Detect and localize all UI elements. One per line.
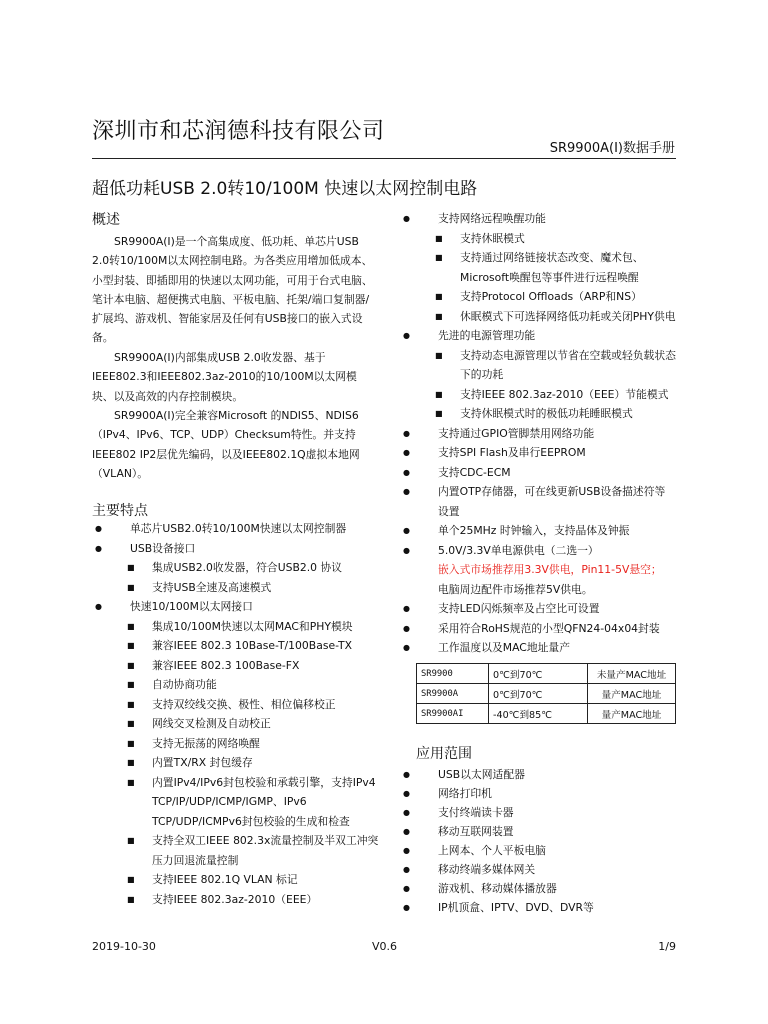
datasheet-label: SR9900A(I)数据手册 (549, 141, 675, 156)
overview-paragraph-2: SR9900A(I)内部集成USB 2.0收发器、基于IEEE802.3和IEEE802.3az-2010的10/100M以太网模块、以及高效的内存控制模块。 (92, 351, 357, 403)
feature-text: 内置TX/RX 封包缓存 (152, 756, 253, 769)
document-title: 超低功耗USB 2.0转10/100M 快速以太网控制电路 (92, 179, 478, 199)
application-item: ● 移动终端多媒体网关 (400, 860, 676, 879)
application-item: ● 支付终端读卡器 (400, 803, 676, 822)
table-row (417, 664, 676, 684)
application-item: ● 游戏机、移动媒体播放器 (400, 879, 676, 898)
feature-item (92, 714, 382, 734)
feature-item (400, 248, 676, 287)
header-divider (92, 158, 676, 159)
feature-item (92, 695, 382, 715)
feature-item (92, 636, 382, 656)
feature-item (92, 617, 382, 637)
table-cell: SR9900 (417, 664, 489, 684)
table-cell: 量产MAC地址 (588, 704, 676, 724)
feature-item (92, 656, 382, 676)
feature-text: 支持全双工IEEE 802.3x流量控制及半双工冲突压力回退流量控制 (152, 834, 379, 867)
feature-item (92, 870, 382, 890)
temperature-table (416, 663, 676, 724)
feature-text: 支持通过GPIO管脚禁用网络功能 (438, 426, 595, 440)
company-name: 深圳市和芯润德科技有限公司 (92, 119, 385, 144)
feature-item (400, 385, 676, 405)
feature-text: 网线交叉检测及自动校正 (152, 717, 271, 730)
feature-text: 支持IEEE 802.3az-2010（EEE）节能模式 (460, 387, 669, 401)
application-item: ● USB以太网适配器 (400, 765, 676, 784)
feature-text: 支持IEEE 802.3az-2010（EEE） (152, 892, 318, 906)
table-cell: SR9900A (417, 684, 489, 704)
feature-text: 支持IEEE 802.1Q VLAN 标记 (152, 873, 298, 886)
feature-text: 支持SPI Flash及串行EEPROM (438, 446, 586, 459)
overview-paragraph-1: SR9900A(I)是一个高集成度、低功耗、单芯片USB 2.0转10/100M以太网控制电路。为各类应用增加低成本、小型封装、即插即用的快速以太网功能，可用于台式电脑、笔计本电脑、超便携式电脑、平板电脑、托架/端口复制器/扩展坞、游戏机、智能家居及任何有USB接口的嵌入式设备。 (92, 235, 373, 345)
feature-text: 集成USB2.0收发器，符合USB2.0 协议 (152, 561, 343, 574)
feature-text: 支持LED闪烁频率及占空比可设置 (438, 602, 600, 615)
power-note: 电脑周边配件市场推荐5V供电。 (438, 582, 593, 596)
feature-text: 单芯片USB2.0转10/100M快速以太网控制器 (130, 522, 347, 535)
feature-item (92, 773, 382, 832)
overview-heading: 概述 (92, 212, 120, 228)
feature-text: 支持休眠模式时的极低功耗睡眠模式 (460, 407, 633, 420)
table-cell: 0℃到70℃ (489, 684, 588, 704)
feature-item (400, 346, 676, 385)
feature-item (400, 463, 676, 483)
feature-item (400, 638, 676, 658)
application-item: ● 移动互联网装置 (400, 822, 676, 841)
feature-text: 采用符合RoHS规范的小型QFN24-04x04封装 (438, 621, 660, 635)
application-item: ● IP机顶盒、IPTV、DVD、DVR等 (400, 898, 676, 917)
overview-paragraph-3: SR9900A(I)完全兼容Microsoft 的NDIS5、NDIS6（IPv4、IPv6、TCP、UDP）Checksum特性。并支持IEEE802 IP2层优先编码，以及IEEE802.1Q虚拟本地网（VLAN）。 (92, 409, 360, 480)
feature-item (92, 734, 382, 754)
application-item: ● 上网本、个人平板电脑 (400, 841, 676, 860)
application-item: ● 网络打印机 (400, 784, 676, 803)
feature-item (400, 541, 676, 600)
table-cell: -40℃到85℃ (489, 704, 588, 724)
feature-item (92, 831, 382, 870)
feature-item (92, 675, 382, 695)
feature-text: 内置OTP存储器，可在线更新USB设备描述符等设置 (438, 485, 666, 518)
feature-item (92, 519, 382, 539)
feature-item (400, 209, 676, 229)
feature-text: 支持网络远程唤醒功能 (438, 212, 546, 225)
feature-item (400, 287, 676, 307)
applications-list (400, 765, 676, 917)
feature-item (400, 307, 676, 327)
feature-item (400, 443, 676, 463)
feature-item (92, 539, 382, 559)
feature-text: 支持Protocol Offloads（ARP和NS） (460, 290, 642, 303)
footer-date: 2019-10-30 (92, 940, 156, 953)
feature-text: 兼容IEEE 802.3 100Base-FX (152, 658, 300, 672)
feature-text: 支持动态电源管理以节省在空载或轻负载状态下的功耗 (460, 348, 676, 381)
table-row (417, 704, 676, 724)
features-list-right (400, 209, 676, 658)
feature-item (400, 326, 676, 346)
feature-text: 内置IPv4/IPv6封包校验和承载引擎，支持IPv4 TCP/IP/UDP/ICMP/IGMP、IPv6 TCP/UDP/ICMPv6封包校验的生成和检查 (152, 775, 376, 828)
feature-item (400, 599, 676, 619)
feature-item (92, 578, 382, 598)
table-cell: SR9900AI (417, 704, 489, 724)
feature-item (92, 890, 382, 910)
table-row (417, 684, 676, 704)
features-heading: 主要特点 (92, 503, 148, 519)
feature-text: 5.0V/3.3V单电源供电（二选一） (438, 543, 599, 557)
feature-text: 支持休眠模式 (460, 231, 525, 245)
feature-item (400, 404, 676, 424)
feature-text: 自动协商功能 (152, 678, 217, 691)
feature-item (400, 229, 676, 249)
feature-item (400, 424, 676, 444)
feature-text: 支持无振荡的网络唤醒 (152, 736, 260, 750)
footer-page: 1/9 (658, 940, 676, 953)
table-cell: 0℃到70℃ (489, 664, 588, 684)
table-cell: 量产MAC地址 (588, 684, 676, 704)
feature-text: 支持USB全速及高速模式 (152, 580, 272, 594)
feature-item (400, 482, 676, 521)
feature-item (400, 521, 676, 541)
feature-text: 休眠模式下可选择网络低功耗或关闭PHY供电 (460, 309, 676, 323)
feature-item (92, 558, 382, 578)
feature-text: 支持通过网络链接状态改变、魔术包、Microsoft唤醒包等事件进行远程唤醒 (460, 251, 644, 284)
feature-text: 支持CDC-ECM (438, 465, 511, 479)
feature-item (92, 597, 382, 617)
feature-item (92, 753, 382, 773)
table-cell: 未量产MAC地址 (588, 664, 676, 684)
applications-heading: 应用范围 (416, 746, 472, 762)
feature-text: 兼容IEEE 802.3 10Base-T/100Base-TX (152, 639, 352, 652)
power-note-red: 嵌入式市场推荐用3.3V供电，Pin11-5V悬空； (438, 563, 662, 576)
feature-text: USB设备接口 (130, 541, 196, 555)
feature-text: 工作温度以及MAC地址量产 (438, 641, 571, 654)
footer-version: V0.6 (372, 940, 398, 953)
features-list-left (92, 519, 382, 909)
feature-text: 支持双绞线交换、极性、相位偏移校正 (152, 697, 336, 711)
feature-text: 快速10/100M以太网接口 (130, 600, 253, 613)
feature-text: 先进的电源管理功能 (438, 329, 536, 342)
feature-item (400, 619, 676, 639)
feature-text: 集成10/100M快速以太网MAC和PHY模块 (152, 619, 353, 633)
feature-text: 单个25MHz 时钟输入，支持晶体及钟振 (438, 524, 630, 537)
